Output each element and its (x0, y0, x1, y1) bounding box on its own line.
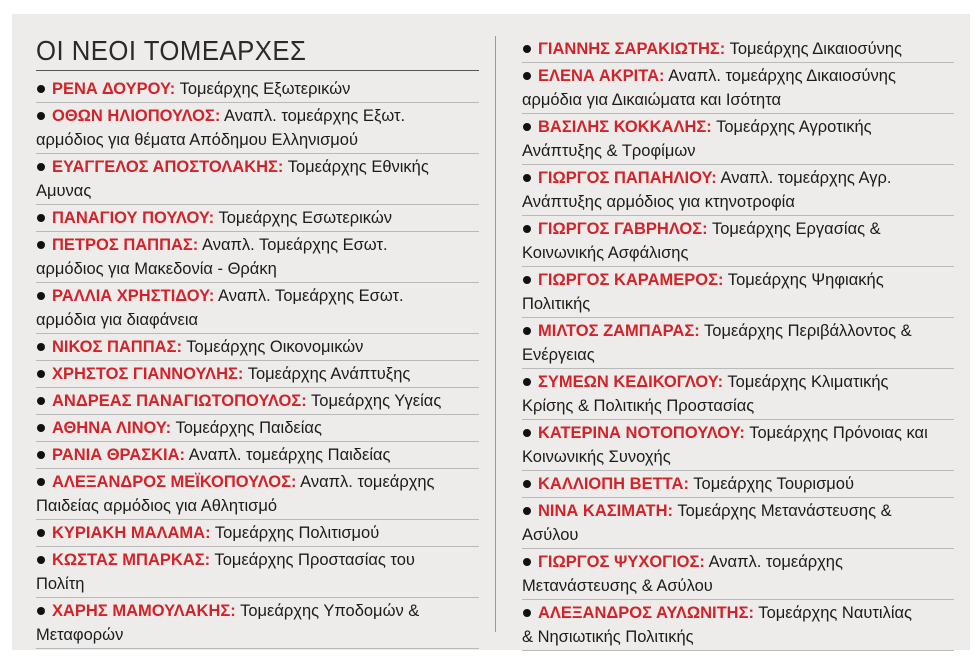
bullet-icon (523, 429, 531, 437)
list-item (36, 598, 479, 649)
member-role-continued: αρμόδια για διαφάνεια (36, 311, 199, 329)
member-name: ΡΑΝΙΑ ΘΡΑΣΚΙΑ: (52, 446, 186, 464)
list-item (36, 283, 479, 334)
list-item (36, 547, 479, 598)
member-role-continued: Πολιτικής (522, 295, 591, 313)
member-role: Αναπλ. τομεάρχης Δικαιοσύνης (668, 67, 896, 85)
member-role: Τομεάρχης Πολιτισμού (214, 524, 380, 542)
member-role: Αναπλ. τομεάρχης Αγρ. (720, 169, 892, 187)
bullet-icon (523, 480, 531, 488)
member-name: ΧΑΡΗΣ ΜΑΜΟΥΛΑΚΗΣ: (52, 602, 236, 620)
member-name: ΟΘΩΝ ΗΛΙΟΠΟΥΛΟΣ: (52, 107, 221, 125)
bullet-icon (37, 343, 45, 351)
member-role-continued: Ανάπτυξης αρμόδιος για κτηνοτροφία (522, 193, 795, 211)
list-item (522, 471, 954, 498)
list-item (36, 334, 479, 361)
list-item (36, 361, 479, 388)
list-item (522, 420, 954, 471)
member-role: Τομεάρχης Εθνικής (287, 158, 429, 176)
list-item (36, 76, 479, 103)
left-entry-list (36, 76, 479, 649)
member-role-continued: Κοινωνικής Ασφάλισης (522, 244, 689, 262)
member-role: Αναπλ. τομεάρχης (300, 473, 435, 491)
member-name: ΡΕΝΑ ΔΟΥΡΟΥ: (52, 80, 176, 98)
bullet-icon (523, 72, 531, 80)
bullet-icon (37, 214, 45, 222)
member-role-continued: Πολίτη (36, 575, 85, 593)
list-item (522, 165, 954, 216)
list-item (36, 415, 479, 442)
member-role: Τομεάρχης Περιβάλλοντος & (704, 322, 912, 340)
bullet-icon (37, 370, 45, 378)
bullet-icon (523, 276, 531, 284)
member-role: Τομεάρχης Εξωτερικών (179, 80, 351, 98)
list-item (522, 267, 954, 318)
member-role: Τομεάρχης Μετανάστευσης & (677, 502, 892, 520)
list-item (36, 232, 479, 283)
list-item (522, 369, 954, 420)
bullet-icon (37, 85, 45, 93)
bullet-icon (37, 112, 45, 120)
member-name: ΑΛΕΞΑΝΔΡΟΣ ΜΕΪΚΟΠΟΥΛΟΣ: (52, 473, 297, 491)
right-entry-list (522, 36, 954, 651)
bullet-icon (37, 529, 45, 537)
bullet-icon (523, 327, 531, 335)
list-item (522, 549, 954, 600)
column-divider (495, 36, 496, 632)
member-name: ΚΑΤΕΡΙΝΑ ΝΟΤΟΠΟΥΛΟΥ: (538, 424, 745, 442)
list-item (522, 318, 954, 369)
bullet-icon (523, 558, 531, 566)
member-role-continued: αρμόδιος για Μακεδονία - Θράκη (36, 260, 277, 278)
member-role-continued: Ενέργειας (522, 346, 595, 364)
member-name: ΚΑΛΛΙΟΠΗ ΒΕΤΤΑ: (538, 475, 689, 493)
member-name: ΕΛΕΝΑ ΑΚΡΙΤΑ: (538, 67, 665, 85)
bullet-icon (523, 45, 531, 53)
page-title: ΟΙ ΝΕΟΙ ΤΟΜΕΑΡΧΕΣ (36, 35, 307, 66)
member-name: ΓΙΩΡΓΟΣ ΠΑΠΑΗΛΙΟΥ: (538, 169, 717, 187)
member-role-continued: αρμόδια για Δικαιώματα και Ισότητα (522, 91, 782, 109)
bullet-icon (523, 609, 531, 617)
member-role: Τομεάρχης Παιδείας (175, 419, 322, 437)
member-name: ΓΙΩΡΓΟΣ ΓΑΒΡΗΛΟΣ: (538, 220, 708, 238)
member-role: Αναπλ. τομεάρχης Παιδείας (188, 446, 391, 464)
bullet-icon (37, 556, 45, 564)
member-role-continued: αρμόδιος για θέματα Απόδημου Ελληνισμού (36, 131, 358, 149)
member-name: ΚΥΡΙΑΚΗ ΜΑΛΑΜΑ: (52, 524, 211, 542)
list-item (36, 469, 479, 520)
bullet-icon (37, 292, 45, 300)
member-role: Τομεάρχης Δικαιοσύνης (729, 40, 902, 58)
list-item (36, 388, 479, 415)
member-role: Τομεάρχης Οικονομικών (186, 338, 364, 356)
member-name: ΧΡΗΣΤΟΣ ΓΙΑΝΝΟΥΛΗΣ: (52, 365, 244, 383)
list-item (522, 114, 954, 165)
title-rule (36, 70, 479, 71)
bullet-icon (37, 241, 45, 249)
list-item (36, 442, 479, 469)
member-name: ΑΘΗΝΑ ΛΙΝΟΥ: (52, 419, 172, 437)
bullet-icon (523, 225, 531, 233)
member-role-continued: Ανάπτυξης & Τροφίμων (522, 142, 696, 160)
bullet-icon (523, 378, 531, 386)
member-role: Αναπλ. Τομεάρχης Εσωτ. (202, 236, 388, 254)
member-role: Αναπλ. τομεάρχης (708, 553, 843, 571)
member-name: ΠΑΝΑΓΙΟΥ ΠΟΥΛΟΥ: (52, 209, 215, 227)
infographic-card (12, 14, 970, 650)
member-role: Τομεάρχης Κλιματικής (727, 373, 889, 391)
member-role-continued: Ασύλου (522, 526, 579, 544)
list-item (36, 103, 479, 154)
member-name: ΚΩΣΤΑΣ ΜΠΑΡΚΑΣ: (52, 551, 211, 569)
member-role: Τομεάρχης Τουρισμού (693, 475, 854, 493)
member-role: Τομεάρχης Εσωτερικών (218, 209, 392, 227)
member-name: ΜΙΛΤΟΣ ΖΑΜΠΑΡΑΣ: (538, 322, 700, 340)
list-item (36, 205, 479, 232)
bullet-icon (37, 451, 45, 459)
member-role-continued: Αμυνας (36, 182, 92, 200)
list-item (36, 520, 479, 547)
member-name: ΑΛΕΞΑΝΔΡΟΣ ΑΥΛΩΝΙΤΗΣ: (538, 604, 754, 622)
member-role-continued: Μετανάστευσης & Ασύλου (522, 577, 713, 595)
bullet-icon (37, 163, 45, 171)
member-role-continued: Κρίσης & Πολιτικής Προστασίας (522, 397, 755, 415)
member-role: Τομεάρχης Ναυτιλίας (758, 604, 912, 622)
member-name: ΓΙΑΝΝΗΣ ΣΑΡΑΚΙΩΤΗΣ: (538, 40, 726, 58)
bullet-icon (37, 478, 45, 486)
list-item (522, 63, 954, 114)
member-name: ΕΥΑΓΓΕΛΟΣ ΑΠΟΣΤΟΛΑΚΗΣ: (52, 158, 284, 176)
member-role: Αναπλ. τομεάρχης Εξωτ. (224, 107, 406, 125)
list-item (522, 36, 954, 63)
member-role: Τομεάρχης Προστασίας του (214, 551, 415, 569)
bullet-icon (37, 397, 45, 405)
member-name: ΒΑΣΙΛΗΣ ΚΟΚΚΑΛΗΣ: (538, 118, 712, 136)
member-role-continued: & Νησιωτικής Πολιτικής (522, 628, 694, 646)
member-role: Τομεάρχης Πρόνοιας και (749, 424, 928, 442)
bullet-icon (37, 607, 45, 615)
member-name: ΝΙΚΟΣ ΠΑΠΠΑΣ: (52, 338, 182, 356)
member-role-continued: Παιδείας αρμόδιος για Αθλητισμό (36, 497, 278, 515)
bullet-icon (523, 123, 531, 131)
list-item (522, 216, 954, 267)
member-name: ΑΝΔΡΕΑΣ ΠΑΝΑΓΙΩΤΟΠΟΥΛΟΣ: (52, 392, 307, 410)
member-role-continued: Κοινωνικής Συνοχής (522, 448, 671, 466)
bullet-icon (523, 507, 531, 515)
member-role: Τομεάρχης Ψηφιακής (727, 271, 884, 289)
member-role: Αναπλ. Τομεάρχης Εσωτ. (218, 287, 404, 305)
member-name: ΝΙΝΑ ΚΑΣΙΜΑΤΗ: (538, 502, 674, 520)
member-role: Τομεάρχης Εργασίας & (711, 220, 881, 238)
list-item (36, 154, 479, 205)
member-name: ΓΙΩΡΓΟΣ ΚΑΡΑΜΕΡΟΣ: (538, 271, 724, 289)
member-role: Τομεάρχης Ανάπτυξης (247, 365, 411, 383)
list-item (522, 600, 954, 651)
member-name: ΣΥΜΕΩΝ ΚΕΔΙΚΟΓΛΟΥ: (538, 373, 724, 391)
member-role: Τομεάρχης Υγείας (311, 392, 442, 410)
bullet-icon (523, 174, 531, 182)
member-name: ΡΑΛΛΙΑ ΧΡΗΣΤΙΔΟΥ: (52, 287, 215, 305)
bullet-icon (37, 424, 45, 432)
list-item (522, 498, 954, 549)
member-role: Τομεάρχης Υποδομών & (240, 602, 420, 620)
member-role: Τομεάρχης Αγροτικής (716, 118, 872, 136)
member-name: ΠΕΤΡΟΣ ΠΑΠΠΑΣ: (52, 236, 199, 254)
member-name: ΓΙΩΡΓΟΣ ΨΥΧΟΓΙΟΣ: (538, 553, 705, 571)
member-role-continued: Μεταφορών (36, 626, 124, 644)
